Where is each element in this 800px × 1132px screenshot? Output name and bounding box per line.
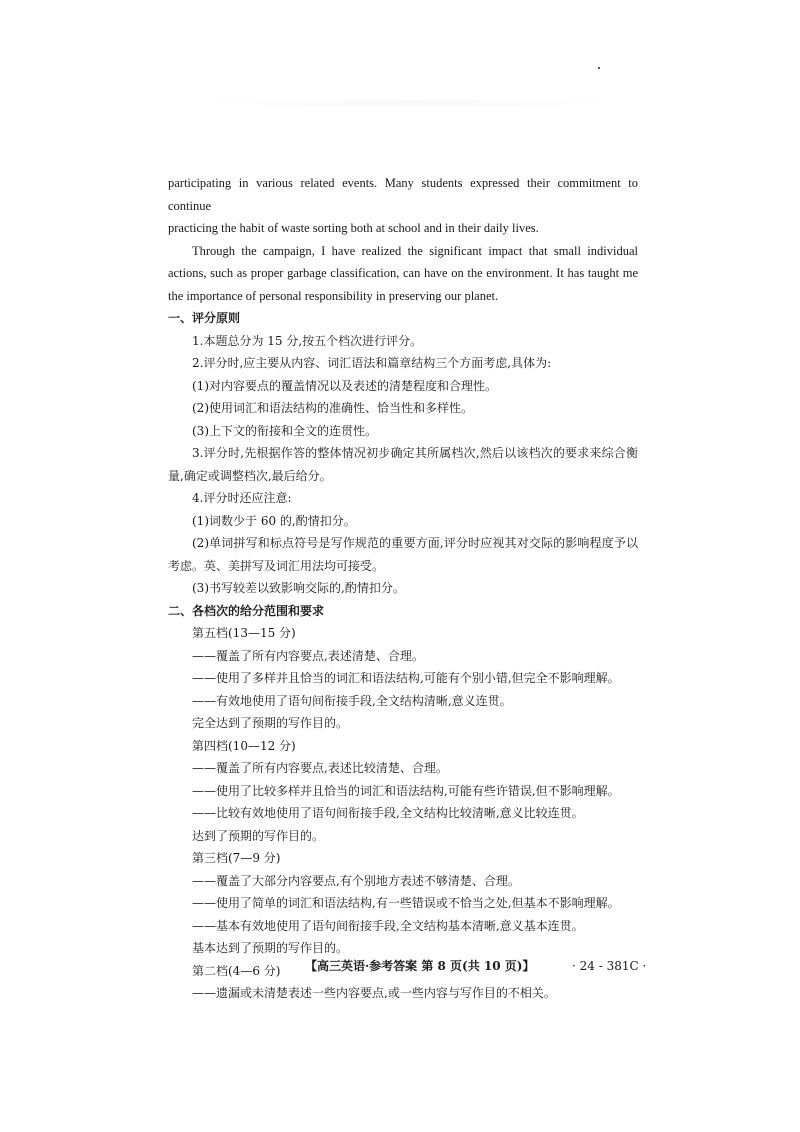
rule-item: (3)上下文的衔接和全文的连贯性。 xyxy=(192,423,377,438)
english-line: practicing the habit of waste sorting both at school and in their daily lives. xyxy=(168,221,539,235)
grade-criterion: ——使用了简单的词汇和语法结构,有一些错误或不恰当之处,但基本不影响理解。 xyxy=(192,896,620,910)
grade-title: 第三档(7—9 分) xyxy=(192,851,281,865)
page-footer xyxy=(0,955,800,977)
rule-item: 4.评分时还应注意: xyxy=(192,491,292,505)
footer-code: · 24 - 381C · xyxy=(572,959,647,973)
grade-title: 第四档(10—12 分) xyxy=(192,738,296,753)
page-content xyxy=(168,172,638,1005)
grade-criterion: ——覆盖了所有内容要点,表述比较清楚、合理。 xyxy=(192,761,448,775)
rule-item: (2)单词拼写和标点符号是写作规范的重要方面,评分时应视其对交际的影响程度予以考虑。英、美拼写及词汇用法均可接受。 xyxy=(168,536,638,573)
grade-title: 第二档(4—6 分) xyxy=(192,963,281,978)
grade-criterion: ——使用了多样并且恰当的词汇和语法结构,可能有个别小错,但完全不影响理解。 xyxy=(192,671,620,685)
rule-item: 2.评分时,应主要从内容、词汇语法和篇章结构三个方面考虑,具体为: xyxy=(192,356,552,370)
rule-item: (1)对内容要点的覆盖情况以及表述的清楚程度和合理性。 xyxy=(192,378,498,393)
grade-criterion: ——覆盖了大部分内容要点,有个别地方表述不够清楚、合理。 xyxy=(192,873,520,888)
section-heading: 二、各档次的给分范围和要求 xyxy=(168,603,325,618)
scan-speck xyxy=(598,67,600,69)
grade-criterion: ——遗漏或未清楚表述一些内容要点,或一些内容与写作目的不相关。 xyxy=(192,986,556,1000)
grade-criterion: ——覆盖了所有内容要点,表述清楚、合理。 xyxy=(192,648,424,663)
grade-criterion: ——比较有效地使用了语句间衔接手段,全文结构比较清晰,意义比较连贯。 xyxy=(192,806,584,820)
grade-criterion: ——基本有效地使用了语句间衔接手段,全文结构基本清晰,意义基本连贯。 xyxy=(192,918,584,933)
grade-title: 第五档(13—15 分) xyxy=(192,626,296,640)
grade-summary: 基本达到了预期的写作目的。 xyxy=(192,941,349,955)
scan-artifact xyxy=(150,100,670,106)
grade-summary: 达到了预期的写作目的。 xyxy=(192,828,325,843)
rule-item: 3.评分时,先根据作答的整体情况初步确定其所属档次,然后以该档次的要求来综合衡量,确定或调整档次,最后给分。 xyxy=(168,446,638,483)
grade-criterion: ——使用了比较多样并且恰当的词汇和语法结构,可能有些许错误,但不影响理解。 xyxy=(192,783,620,798)
english-paragraph-continued xyxy=(168,172,638,240)
rule-item: (2)使用词汇和语法结构的准确性、恰当性和多样性。 xyxy=(192,401,474,415)
grade-summary: 完全达到了预期的写作目的。 xyxy=(192,716,349,730)
grade-criterion: ——有效地使用了语句间衔接手段,全文结构清晰,意义连贯。 xyxy=(192,693,512,708)
rule-item: (3)书写较差以致影响交际的,酌情扣分。 xyxy=(192,581,405,595)
footer-label: 【高三英语·参考答案 第 8 页(共 10 页)】 xyxy=(305,959,535,973)
english-paragraph: Through the campaign, I have realized the significant impact that small individual actions, such as proper garbage classification, can have on the environment. It has taught me the importance of personal responsibility in preserving our planet. xyxy=(168,243,638,303)
english-line: participating in various related events. Many students expressed their commitment to continue xyxy=(168,176,638,213)
rule-item: 1.本题总分为 15 分,按五个档次进行评分。 xyxy=(192,333,423,348)
section-heading: 一、评分原则 xyxy=(168,311,241,325)
rule-item: (1)词数少于 60 的,酌情扣分。 xyxy=(192,513,356,528)
